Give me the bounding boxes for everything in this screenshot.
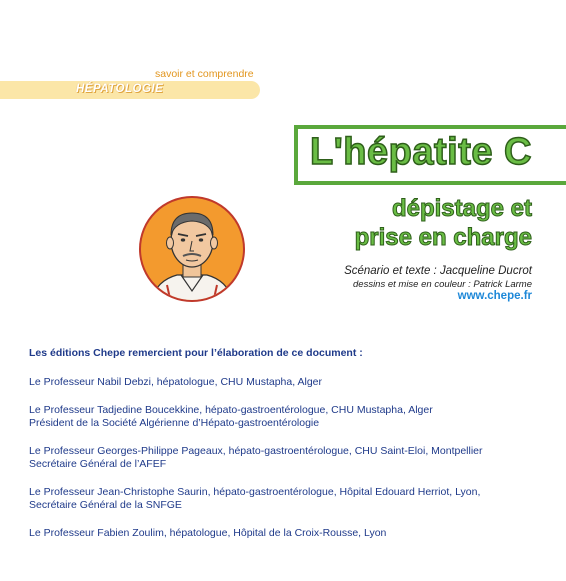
acknowledgements (29, 347, 549, 555)
person-entry (29, 486, 549, 512)
person-entry (29, 445, 549, 471)
title-frame-left (294, 125, 298, 185)
kicker-text: savoir et comprendre (155, 68, 254, 80)
drawings-credit: dessins et mise en couleur : Patrick Larme (353, 279, 532, 290)
page-title: L'hépatite C (310, 131, 532, 173)
person-line: Secrétaire Général de la SNFGE (29, 499, 182, 511)
person-line: Président de la Société Algérienne d’Hépato-gastroentérologie (29, 417, 320, 429)
website-link[interactable]: www.chepe.fr (457, 290, 532, 302)
person-line: Le Professeur Fabien Zoulim, hépatologue, Hôpital de la Croix-Rousse, Lyon (29, 527, 387, 539)
person-line: Secrétaire Général de l’AFEF (29, 458, 167, 470)
page-subtitle (355, 194, 532, 252)
person-entry (29, 404, 549, 430)
person-line: Le Professeur Tadjedine Boucekkine, hépato-gastroentérologue, CHU Mustapha, Alger (29, 404, 433, 416)
person-entry (29, 527, 549, 540)
acknowledgements-heading: Les éditions Chepe remercient pour l’élaboration de ce document : (29, 347, 363, 359)
subtitle-line-2: prise en charge (354, 224, 532, 251)
title-frame-top (294, 125, 566, 129)
doctor-portrait-icon (137, 195, 247, 303)
person-line: Le Professeur Nabil Debzi, hépatologue, CHU Mustapha, Alger (29, 376, 322, 388)
person-entry (29, 376, 549, 389)
person-line: Le Professeur Georges-Philippe Pageaux, hépato-gastroentérologue, CHU Saint-Eloi, Montpellier (29, 445, 483, 457)
title-frame-bottom (294, 181, 566, 185)
section-label: HÉPATOLOGIE (76, 83, 164, 95)
scenario-credit: Scénario et texte : Jacqueline Ducrot (344, 265, 532, 277)
subtitle-line-1: dépistage et (391, 195, 532, 222)
person-line: Le Professeur Jean-Christophe Saurin, hépato-gastroentérologue, Hôpital Edouard Herriot, Lyon, (29, 486, 481, 498)
